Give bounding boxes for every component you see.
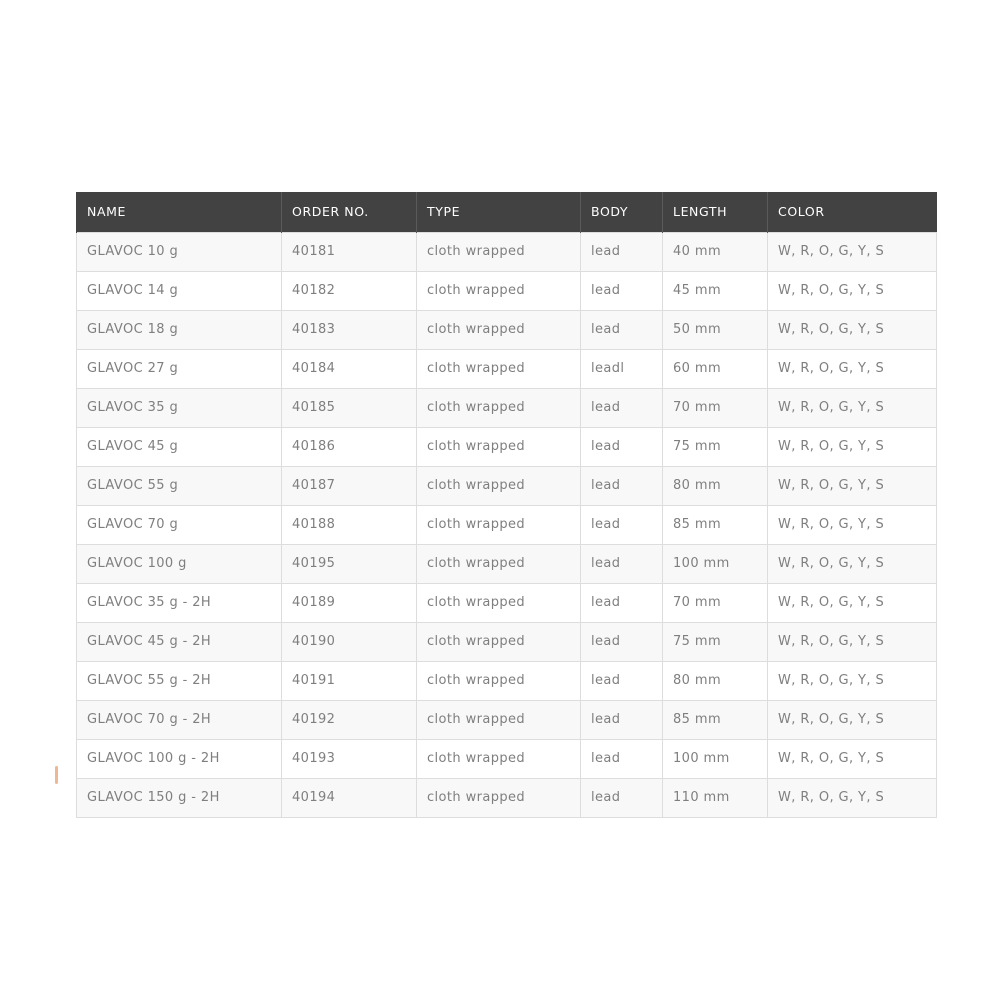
cell-type: cloth wrapped <box>417 388 581 427</box>
cell-name: GLAVOC 55 g <box>77 466 282 505</box>
header-color: COLOR <box>768 192 937 232</box>
cell-body: leadl <box>581 349 663 388</box>
cell-color: W, R, O, G, Y, S <box>768 232 937 271</box>
cell-color: W, R, O, G, Y, S <box>768 388 937 427</box>
cell-length: 85 mm <box>663 505 768 544</box>
cell-color: W, R, O, G, Y, S <box>768 466 937 505</box>
cell-color: W, R, O, G, Y, S <box>768 271 937 310</box>
header-name: NAME <box>77 192 282 232</box>
cell-type: cloth wrapped <box>417 622 581 661</box>
table-row <box>77 505 937 544</box>
cell-name: GLAVOC 14 g <box>77 271 282 310</box>
header-length: LENGTH <box>663 192 768 232</box>
table-body <box>77 232 937 817</box>
cell-length: 45 mm <box>663 271 768 310</box>
table-row <box>77 661 937 700</box>
product-table <box>76 192 937 818</box>
cell-length: 80 mm <box>663 661 768 700</box>
cell-name: GLAVOC 35 g - 2H <box>77 583 282 622</box>
cell-length: 75 mm <box>663 427 768 466</box>
cell-order-no: 40188 <box>282 505 417 544</box>
cell-type: cloth wrapped <box>417 427 581 466</box>
cell-length: 100 mm <box>663 739 768 778</box>
cell-body: lead <box>581 505 663 544</box>
cell-type: cloth wrapped <box>417 349 581 388</box>
cell-order-no: 40189 <box>282 583 417 622</box>
table-header <box>77 192 937 232</box>
cell-type: cloth wrapped <box>417 310 581 349</box>
cell-name: GLAVOC 100 g <box>77 544 282 583</box>
header-row <box>77 192 937 232</box>
cell-type: cloth wrapped <box>417 505 581 544</box>
header-order-no: ORDER NO. <box>282 192 417 232</box>
table-row <box>77 700 937 739</box>
cell-type: cloth wrapped <box>417 544 581 583</box>
cell-name: GLAVOC 45 g - 2H <box>77 622 282 661</box>
cell-color: W, R, O, G, Y, S <box>768 622 937 661</box>
cell-order-no: 40191 <box>282 661 417 700</box>
cell-length: 50 mm <box>663 310 768 349</box>
cell-name: GLAVOC 27 g <box>77 349 282 388</box>
edge-mark <box>55 766 58 784</box>
table-row <box>77 271 937 310</box>
table-row <box>77 583 937 622</box>
cell-color: W, R, O, G, Y, S <box>768 427 937 466</box>
cell-length: 60 mm <box>663 349 768 388</box>
cell-body: lead <box>581 388 663 427</box>
table-row <box>77 427 937 466</box>
cell-order-no: 40181 <box>282 232 417 271</box>
cell-color: W, R, O, G, Y, S <box>768 349 937 388</box>
table-row <box>77 778 937 817</box>
cell-body: lead <box>581 700 663 739</box>
cell-order-no: 40183 <box>282 310 417 349</box>
cell-body: lead <box>581 544 663 583</box>
cell-color: W, R, O, G, Y, S <box>768 310 937 349</box>
cell-order-no: 40190 <box>282 622 417 661</box>
table-row <box>77 232 937 271</box>
cell-length: 85 mm <box>663 700 768 739</box>
cell-color: W, R, O, G, Y, S <box>768 778 937 817</box>
cell-type: cloth wrapped <box>417 739 581 778</box>
cell-type: cloth wrapped <box>417 661 581 700</box>
cell-name: GLAVOC 10 g <box>77 232 282 271</box>
cell-length: 40 mm <box>663 232 768 271</box>
cell-color: W, R, O, G, Y, S <box>768 661 937 700</box>
cell-type: cloth wrapped <box>417 466 581 505</box>
cell-color: W, R, O, G, Y, S <box>768 544 937 583</box>
cell-name: GLAVOC 35 g <box>77 388 282 427</box>
cell-order-no: 40195 <box>282 544 417 583</box>
cell-name: GLAVOC 55 g - 2H <box>77 661 282 700</box>
cell-name: GLAVOC 100 g - 2H <box>77 739 282 778</box>
cell-order-no: 40182 <box>282 271 417 310</box>
cell-body: lead <box>581 583 663 622</box>
cell-body: lead <box>581 661 663 700</box>
cell-type: cloth wrapped <box>417 271 581 310</box>
cell-color: W, R, O, G, Y, S <box>768 700 937 739</box>
product-table-container <box>76 192 936 818</box>
cell-body: lead <box>581 778 663 817</box>
cell-body: lead <box>581 466 663 505</box>
table-row <box>77 349 937 388</box>
cell-order-no: 40185 <box>282 388 417 427</box>
table-row <box>77 622 937 661</box>
cell-name: GLAVOC 45 g <box>77 427 282 466</box>
cell-order-no: 40194 <box>282 778 417 817</box>
cell-name: GLAVOC 18 g <box>77 310 282 349</box>
cell-type: cloth wrapped <box>417 583 581 622</box>
cell-length: 100 mm <box>663 544 768 583</box>
cell-body: lead <box>581 271 663 310</box>
cell-body: lead <box>581 310 663 349</box>
cell-name: GLAVOC 150 g - 2H <box>77 778 282 817</box>
cell-body: lead <box>581 622 663 661</box>
cell-order-no: 40187 <box>282 466 417 505</box>
cell-type: cloth wrapped <box>417 232 581 271</box>
table-row <box>77 544 937 583</box>
table-row <box>77 466 937 505</box>
cell-length: 70 mm <box>663 388 768 427</box>
cell-length: 70 mm <box>663 583 768 622</box>
cell-type: cloth wrapped <box>417 778 581 817</box>
cell-order-no: 40193 <box>282 739 417 778</box>
cell-color: W, R, O, G, Y, S <box>768 739 937 778</box>
cell-order-no: 40184 <box>282 349 417 388</box>
cell-body: lead <box>581 232 663 271</box>
header-body: BODY <box>581 192 663 232</box>
cell-type: cloth wrapped <box>417 700 581 739</box>
cell-order-no: 40192 <box>282 700 417 739</box>
header-type: TYPE <box>417 192 581 232</box>
table-row <box>77 310 937 349</box>
cell-length: 75 mm <box>663 622 768 661</box>
cell-body: lead <box>581 739 663 778</box>
cell-color: W, R, O, G, Y, S <box>768 505 937 544</box>
cell-color: W, R, O, G, Y, S <box>768 583 937 622</box>
cell-name: GLAVOC 70 g - 2H <box>77 700 282 739</box>
cell-order-no: 40186 <box>282 427 417 466</box>
cell-name: GLAVOC 70 g <box>77 505 282 544</box>
cell-body: lead <box>581 427 663 466</box>
table-row <box>77 388 937 427</box>
cell-length: 80 mm <box>663 466 768 505</box>
cell-length: 110 mm <box>663 778 768 817</box>
table-row <box>77 739 937 778</box>
